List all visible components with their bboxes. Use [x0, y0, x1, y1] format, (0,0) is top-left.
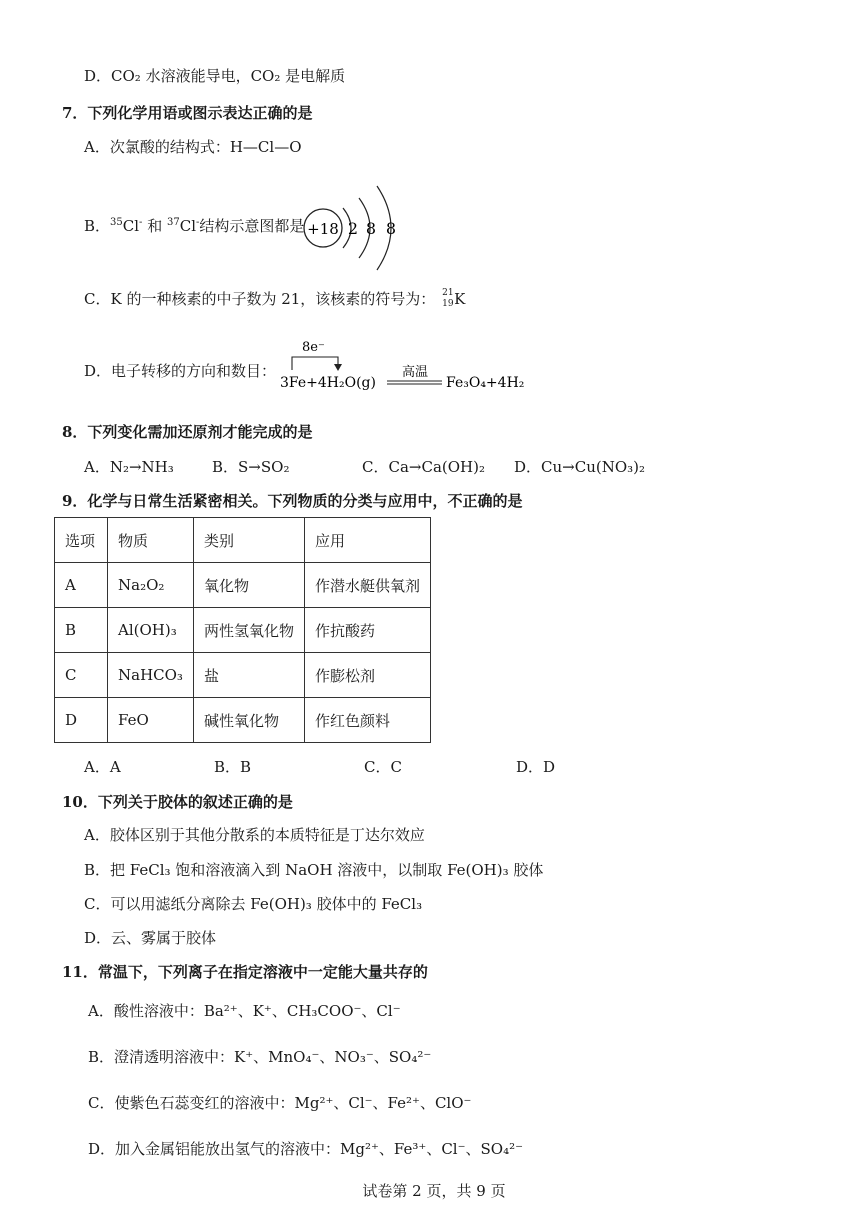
q7-option-a: A．次氯酸的结构式：H—Cl—O	[84, 138, 302, 156]
table-row	[55, 563, 431, 608]
q9-option-b: B．B	[214, 758, 252, 776]
q7-isotope2-mass: 37	[167, 217, 180, 228]
table-cell: 作红色颜料	[304, 698, 430, 743]
table-cell: D	[55, 698, 108, 743]
q8-option-a: A．N₂→NH₃	[84, 458, 174, 476]
shell-electrons-3: 8	[385, 219, 397, 238]
q7-option-b	[84, 216, 304, 236]
q7-isotope2-symbol: Cl	[179, 217, 197, 235]
table-row	[55, 653, 431, 698]
electron-count-label: 8e⁻	[302, 340, 325, 355]
table-cell: B	[55, 608, 108, 653]
table-cell: Na₂O₂	[108, 563, 194, 608]
table-header-row	[55, 518, 431, 563]
nuclide-mass-number: 21	[442, 288, 454, 298]
nucleus-charge: +18	[307, 220, 339, 238]
q7-option-c	[84, 289, 465, 309]
table-cell: C	[55, 653, 108, 698]
equation-products: Fe₃O₄+4H₂	[446, 375, 525, 391]
electron-transfer-arrowhead	[334, 364, 342, 371]
q7-isotope1-charge: -	[139, 217, 143, 228]
electron-transfer-equation	[280, 338, 525, 398]
table-cell: A	[55, 563, 108, 608]
table-cell: 两性氢氧化物	[193, 608, 304, 653]
table-cell: FeO	[108, 698, 194, 743]
q10-option-d: D．云、雾属于胶体	[84, 929, 217, 947]
table-cell: Al(OH)₃	[108, 608, 194, 653]
q11-stem: 11．常温下，下列离子在指定溶液中一定能大量共存的	[62, 963, 428, 981]
shell-electrons-2: 8	[365, 219, 377, 238]
table-cell: 盐	[193, 653, 304, 698]
nuclide-numbers	[440, 289, 454, 309]
table-cell: 氧化物	[193, 563, 304, 608]
shell-electrons-1: 2	[347, 219, 359, 238]
q11-option-c: C．使紫色石蕊变红的溶液中：Mg²⁺、Cl⁻、Fe²⁺、ClO⁻	[88, 1094, 472, 1112]
q7-option-b-prefix: B．	[84, 217, 111, 235]
table-cell: 作抗酸药	[304, 608, 430, 653]
q7-isotope2-charge: -	[196, 217, 200, 228]
q8-option-c: C．Ca→Ca(OH)₂	[362, 458, 485, 476]
q10-stem: 10．下列关于胶体的叙述正确的是	[62, 793, 293, 811]
q10-option-a: A．胶体区别于其他分散系的本质特征是丁达尔效应	[84, 826, 425, 844]
q9-option-c: C．C	[364, 758, 402, 776]
table-header-cell: 物质	[108, 518, 194, 563]
nuclide-symbol: K	[454, 290, 466, 308]
table-header-cell: 类别	[193, 518, 304, 563]
table-row	[55, 608, 431, 653]
table-cell: 作膨松剂	[304, 653, 430, 698]
table-cell: NaHCO₃	[108, 653, 194, 698]
equation-reactants: 3Fe+4H₂O(g)	[280, 375, 376, 391]
electron-transfer-bracket	[292, 357, 338, 370]
q8-option-b: B．S→SO₂	[212, 458, 290, 476]
q7-isotope1-mass: 35	[110, 217, 123, 228]
q10-option-c: C．可以用滤纸分离除去 Fe(OH)₃ 胶体中的 FeCl₃	[84, 895, 423, 913]
q9-option-d: D．D	[516, 758, 556, 776]
q11-option-a: A．酸性溶液中：Ba²⁺、K⁺、CH₃COO⁻、Cl⁻	[88, 1002, 401, 1020]
q7-isotope1-symbol: Cl	[122, 217, 140, 235]
table-cell: 作潜水艇供氧剂	[304, 563, 430, 608]
q9-option-a: A．A	[84, 758, 121, 776]
page-footer: 试卷第 2 页，共 9 页	[362, 1182, 506, 1200]
equation-condition: 高温	[401, 365, 429, 380]
q7-option-b-and: 和	[147, 217, 163, 235]
q8-option-d: D．Cu→Cu(NO₃)₂	[514, 458, 646, 476]
q9-stem: 9．化学与日常生活紧密相关。下列物质的分类与应用中，不正确的是	[62, 492, 523, 510]
q11-option-d: D．加入金属铝能放出氢气的溶液中：Mg²⁺、Fe³⁺、Cl⁻、SO₄²⁻	[88, 1140, 524, 1158]
q6-option-d: D．CO₂ 水溶液能导电，CO₂ 是电解质	[84, 67, 346, 85]
q7-stem: 7．下列化学用语或图示表达正确的是	[62, 104, 313, 122]
q7-option-d-prefix: D．电子转移的方向和数目：	[84, 362, 277, 380]
table-row	[55, 698, 431, 743]
q8-stem: 8．下列变化需加还原剂才能完成的是	[62, 423, 313, 441]
atom-structure-diagram	[301, 183, 421, 273]
nuclide-atomic-number: 19	[442, 299, 454, 309]
table-header-cell: 选项	[55, 518, 108, 563]
table-cell: 碱性氧化物	[193, 698, 304, 743]
q7-option-c-text: C．K 的一种核素的中子数为 21，该核素的符号为：	[84, 290, 436, 308]
q7-option-b-suffix: 结构示意图都是	[199, 217, 305, 235]
classification-table	[54, 517, 431, 743]
table-header-cell: 应用	[304, 518, 430, 563]
q11-option-b: B．澄清透明溶液中：K⁺、MnO₄⁻、NO₃⁻、SO₄²⁻	[88, 1048, 432, 1066]
q10-option-b: B．把 FeCl₃ 饱和溶液滴入到 NaOH 溶液中，以制取 Fe(OH)₃ 胶体	[84, 861, 544, 879]
